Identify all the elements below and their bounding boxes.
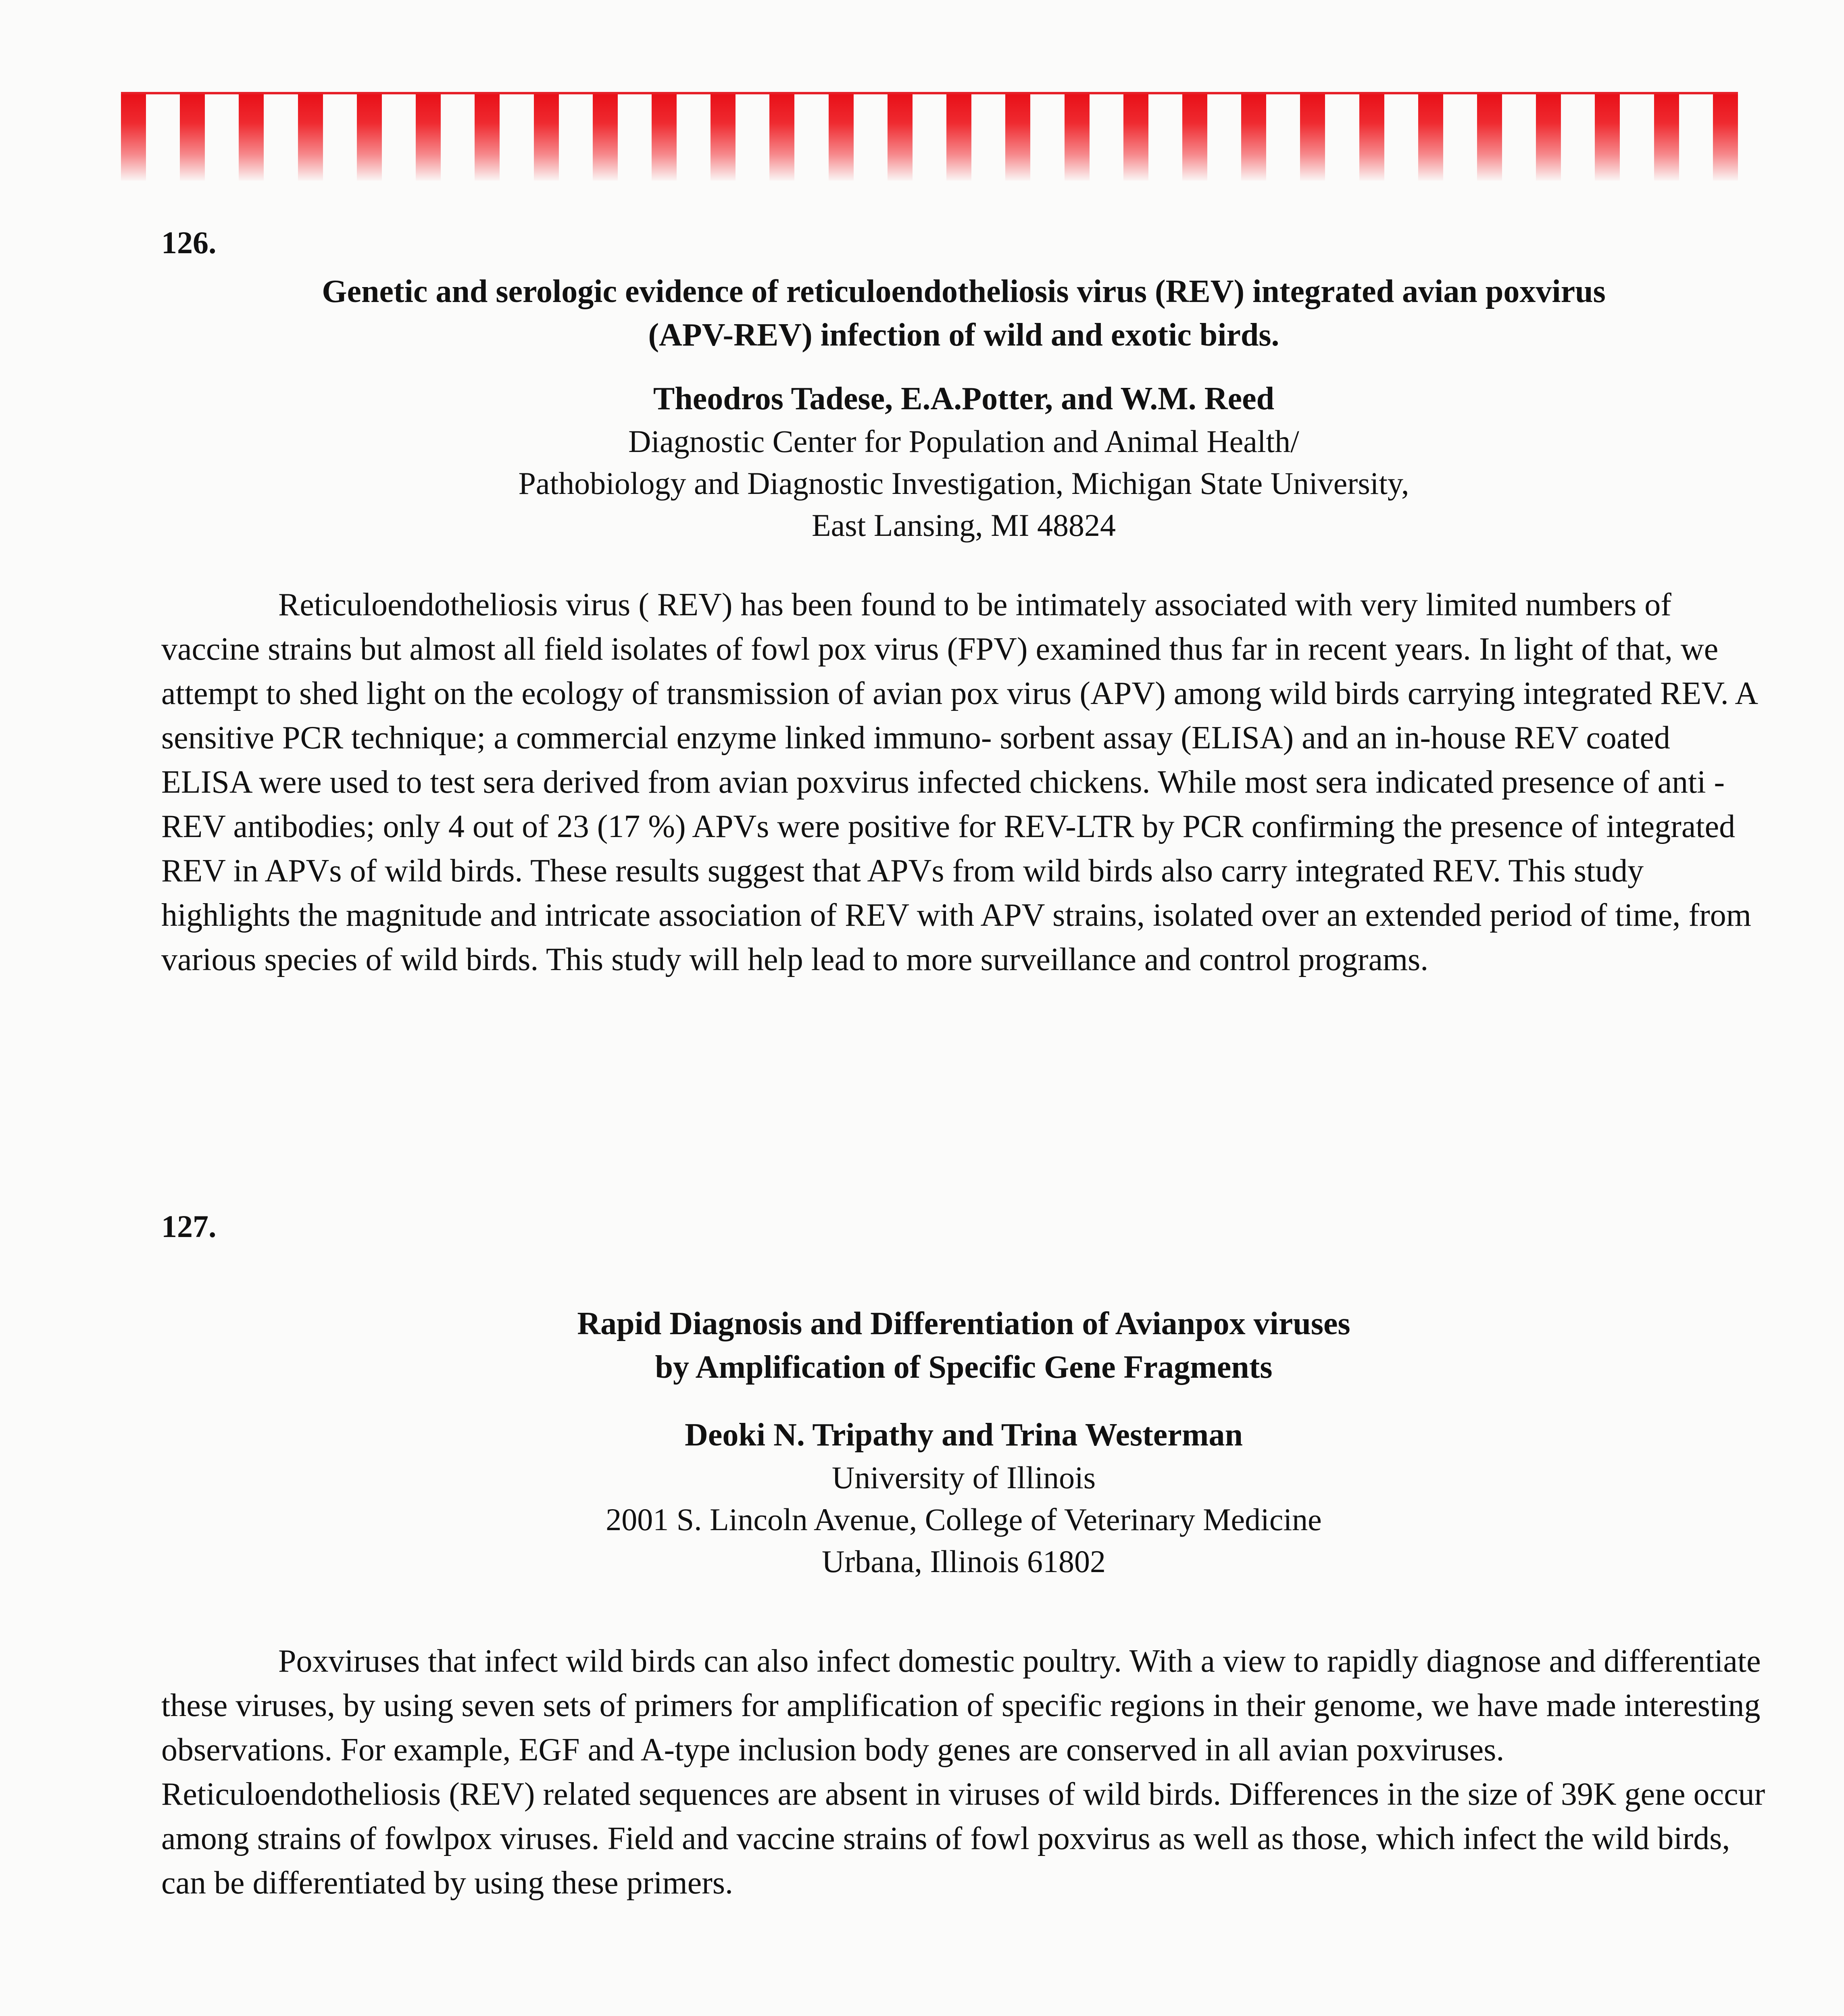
header-stripe [1241,92,1266,181]
header-stripe [829,92,854,181]
header-stripe [1300,92,1325,181]
header-stripe [1359,92,1384,181]
title-line: (APV-REV) infection of wild and exotic birds. [648,317,1279,353]
abstract-127 [161,1208,1766,1905]
header-stripe [239,92,264,181]
abstract-126 [161,224,1766,982]
abstract-affiliation [161,421,1766,546]
header-stripe [416,92,441,181]
affiliation-line: East Lansing, MI 48824 [812,507,1116,543]
abstract-authors: Theodros Tadese, E.A.Potter, and W.M. Reed [653,381,1275,417]
affiliation-line: Pathobiology and Diagnostic Investigation, Michigan State University, [518,465,1409,501]
header-stripe [888,92,913,181]
abstract-body: Poxviruses that infect wild birds can also infect domestic poultry. With a view to rapidly diagnose and differentiate these viruses, by using seven sets of primers for amplification of specific regions in their genome, we have made interesting observations. For example, EGF and A-type inclusion body genes are conserved in all avian poxviruses. Reticuloendotheliosis (REV) related sequences are absent in viruses of wild birds. Differences in the size of 39K gene occur among strains of fowlpox viruses. Field and vaccine strains of fowl poxvirus as well as those, which infect the wild birds, can be differentiated by using these primers. [161,1643,1765,1901]
header-stripe [475,92,500,181]
affiliation-line: Urbana, Illinois 61802 [821,1543,1106,1579]
title-line: Genetic and serologic evidence of reticuloendotheliosis virus (REV) integrated avian poxvirus [322,273,1606,309]
header-stripe [1713,92,1738,181]
header-stripe [1536,92,1561,181]
abstract-number: 127. [161,1209,217,1244]
header-stripe [534,92,559,181]
header-stripe [1654,92,1679,181]
affiliation-line: University of Illinois [831,1460,1096,1495]
header-stripe [180,92,205,181]
header-stripe [1595,92,1620,181]
header-stripe [298,92,323,181]
title-line: by Amplification of Specific Gene Fragments [655,1349,1273,1385]
header-stripe [652,92,677,181]
abstract-authors: Deoki N. Tripathy and Trina Westerman [685,1417,1243,1453]
title-line: Rapid Diagnosis and Differentiation of Avianpox viruses [577,1306,1350,1341]
header-stripe [1477,92,1502,181]
abstract-title [161,270,1766,357]
header-stripe [769,92,794,181]
affiliation-line: Diagnostic Center for Population and Animal Health/ [628,423,1299,459]
header-stripe [121,92,146,181]
header-stripe [711,92,736,181]
header-stripe [1065,92,1090,181]
header-stripe [1418,92,1443,181]
abstract-affiliation [161,1457,1766,1583]
header-stripe [1005,92,1030,181]
header-stripe [1123,92,1148,181]
header-stripe [946,92,971,181]
header-stripe [357,92,382,181]
abstract-title [161,1302,1766,1389]
decorative-header-band [121,92,1738,181]
affiliation-line: 2001 S. Lincoln Avenue, College of Veterinary Medicine [606,1502,1322,1537]
abstract-number: 126. [161,225,217,260]
header-stripe [593,92,618,181]
header-stripe [1182,92,1207,181]
abstract-body: Reticuloendotheliosis virus ( REV) has been found to be intimately associated with very limited numbers of vaccine strains but almost all field isolates of fowl pox virus (FPV) examined thus far in recent years. In light of that, we attempt to shed light on the ecology of transmission of avian pox virus (APV) among wild birds carrying integrated REV. A sensitive PCR technique; a commercial enzyme linked immuno- sorbent assay (ELISA) and an in-house REV coated ELISA were used to test sera derived from avian poxvirus infected chickens. While most sera indicated presence of anti -REV antibodies; only 4 out of 23 (17 %) APVs were positive for REV-LTR by PCR confirming the presence of integrated REV in APVs of wild birds. These results suggest that APVs from wild birds also carry integrated REV. This study highlights the magnitude and intricate association of REV with APV strains, isolated over an extended period of time, from various species of wild birds. This study will help lead to more surveillance and control programs. [161,587,1756,977]
